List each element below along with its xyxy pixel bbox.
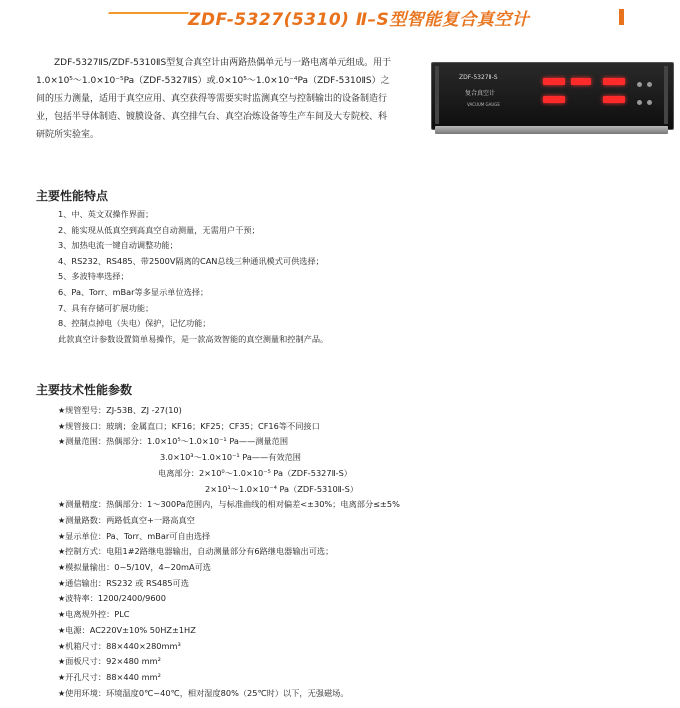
- param-text: 机箱尺寸：88×440×280mm³: [65, 640, 181, 651]
- param-row: [58, 450, 658, 466]
- param-row: [58, 529, 658, 545]
- param-text: 电离部分：2×10⁰～1.0×10⁻⁵ Pa（ZDF-5327Ⅱ-S）: [158, 467, 352, 478]
- param-text: 测量范围：热偶部分：1.0×10⁵～1.0×10⁻¹ Pa——测量范围: [65, 436, 289, 447]
- param-text: 规管接口：玻璃；金属直口；KF16；KF25；CF35；CF16等不同接口: [65, 420, 320, 431]
- led-display-1: [543, 78, 565, 85]
- led-display-4: [543, 96, 565, 103]
- device-button-2: [647, 82, 652, 87]
- param-row: [58, 623, 658, 639]
- params-list: [58, 403, 658, 701]
- led-display-5: [603, 96, 625, 103]
- param-text: 显示单位：Pa、Torr、mBar可自由选择: [65, 530, 211, 541]
- led-display-2: [571, 78, 591, 85]
- star-bullet-icon: ★: [58, 547, 66, 557]
- param-row: [58, 403, 658, 419]
- param-row: [58, 419, 658, 435]
- feature-item: 6、Pa、Torr、mBar等多显示单位选择；: [58, 286, 209, 297]
- star-bullet-icon: ★: [58, 563, 66, 573]
- param-row: [58, 639, 658, 655]
- header-swoosh-decoration: [108, 0, 196, 14]
- param-row: [58, 576, 658, 592]
- feature-item: 5、多波特率选择；: [58, 271, 129, 282]
- intro-paragraph: [36, 54, 392, 144]
- feature-item: 4、RS232、RS485、带2500V隔离的CAN总线三种通讯模式可供选择；: [58, 255, 324, 266]
- star-bullet-icon: ★: [58, 688, 66, 698]
- param-row: [58, 591, 658, 607]
- features-heading: 主要性能特点: [36, 189, 109, 203]
- param-row: [58, 544, 658, 560]
- param-row: [58, 654, 658, 670]
- param-text: 模拟量输出：0~5/10V，4~20mA可选: [65, 562, 211, 573]
- param-row: [58, 513, 658, 529]
- param-row: [58, 607, 658, 623]
- feature-summary: 此款真空计参数设置简单易操作，是一款高效智能的真空测量和控制产品。: [58, 333, 329, 344]
- star-bullet-icon: ★: [58, 641, 66, 651]
- param-row: [58, 434, 658, 450]
- title-accent-bar: [619, 9, 624, 25]
- device-model-label: ZDF-5327Ⅱ-S: [459, 74, 498, 81]
- param-row: [58, 686, 658, 702]
- param-text: 测量路数：两路低真空+一路高真空: [65, 514, 195, 525]
- param-text: 3.0×10³～1.0×10⁻¹ Pa——有效范围: [160, 452, 301, 463]
- feature-item: 1、中、英文双操作界面；: [58, 209, 154, 219]
- param-text: 电离规外控：PLC: [65, 609, 130, 620]
- star-bullet-icon: ★: [58, 657, 66, 667]
- feature-item: 7、具有存储可扩展功能；: [58, 302, 154, 313]
- param-text: 面板尺寸：92×480 mm²: [65, 656, 161, 667]
- device-button-4: [647, 100, 652, 105]
- intro-text: ZDF-5327ⅡS/ZDF-5310ⅡS型复合真空计由两路热偶单元与一路电离单元组成。用于1.0×10⁵～1.0×10⁻⁵Pa（ZDF-5327ⅡS）或.0×10⁵～1.0×10⁻⁴Pa（ZDF-5310ⅡS）之间的压力测量，适用于真空应用、真空获得等需要实时监测真空与控制输出的设备制造行业，包括半导体制造、镀膜设备、真空排气台、真空冶炼设备等生产车间及大专院校、科研院所实验室。: [36, 58, 392, 140]
- star-bullet-icon: ★: [58, 406, 66, 415]
- device-rack-ear-left: [435, 66, 439, 124]
- star-bullet-icon: ★: [58, 594, 66, 604]
- star-bullet-icon: ★: [58, 625, 66, 635]
- param-text: 使用环境：环境温度0℃~40℃，相对湿度80%（25℃时）以下，无强磁场。: [65, 687, 349, 698]
- star-bullet-icon: ★: [58, 437, 66, 447]
- features-list: [58, 207, 618, 347]
- params-heading: 主要技术性能参数: [36, 383, 133, 397]
- param-text: 通信输出：RS232 或 RS485可选: [65, 577, 189, 588]
- param-row: [58, 560, 658, 576]
- param-text: 2×10¹～1.0×10⁻⁴ Pa（ZDF-5310Ⅱ-S）: [205, 483, 359, 494]
- param-text: 开孔尺寸：88×440 mm²: [65, 671, 161, 682]
- feature-item: 2、能实现从低真空到高真空自动测量，无需用户干预；: [58, 224, 260, 235]
- star-bullet-icon: ★: [58, 610, 66, 620]
- feature-item: 8、控制点掉电（失电）保护，记忆功能；: [58, 318, 211, 329]
- device-base: [435, 126, 668, 134]
- device-button-3: [637, 100, 642, 105]
- star-bullet-icon: ★: [58, 578, 66, 588]
- param-text: 波特率：1200/2400/9600: [65, 593, 166, 604]
- param-row: [58, 466, 658, 482]
- param-row: [58, 482, 658, 498]
- star-bullet-icon: ★: [58, 531, 66, 541]
- vacuum-gauge-device-icon: [431, 62, 672, 134]
- device-name-label: 复合真空计: [465, 90, 496, 97]
- feature-item: 3、加热电流一键自动调整功能；: [58, 240, 178, 251]
- param-text: 规管型号：ZJ-53B、ZJ -27(10): [65, 405, 182, 415]
- led-display-3: [603, 78, 625, 85]
- star-bullet-icon: ★: [58, 672, 66, 682]
- param-text: 测量精度：热偶部分：1～300Pa范围内，与标准曲线的相对偏差<±30%；电离部分≤±5%: [65, 499, 400, 510]
- device-rack-ear-right: [664, 66, 668, 124]
- device-button-1: [637, 82, 642, 87]
- page-title: ZDF-5327(5310) Ⅱ–S型智能复合真空计: [188, 10, 530, 30]
- param-row: [58, 497, 658, 513]
- star-bullet-icon: ★: [58, 515, 66, 525]
- param-row: [58, 670, 658, 686]
- param-text: 电源：AC220V±10% 50HZ±1HZ: [65, 624, 196, 635]
- device-vacuum-label: VACUUM GAUGE: [467, 102, 500, 107]
- param-text: 控制方式：电阻1#2路继电器输出，自动测量部分有6路继电器输出可选；: [65, 546, 334, 557]
- star-bullet-icon: ★: [58, 500, 66, 510]
- star-bullet-icon: ★: [58, 421, 66, 431]
